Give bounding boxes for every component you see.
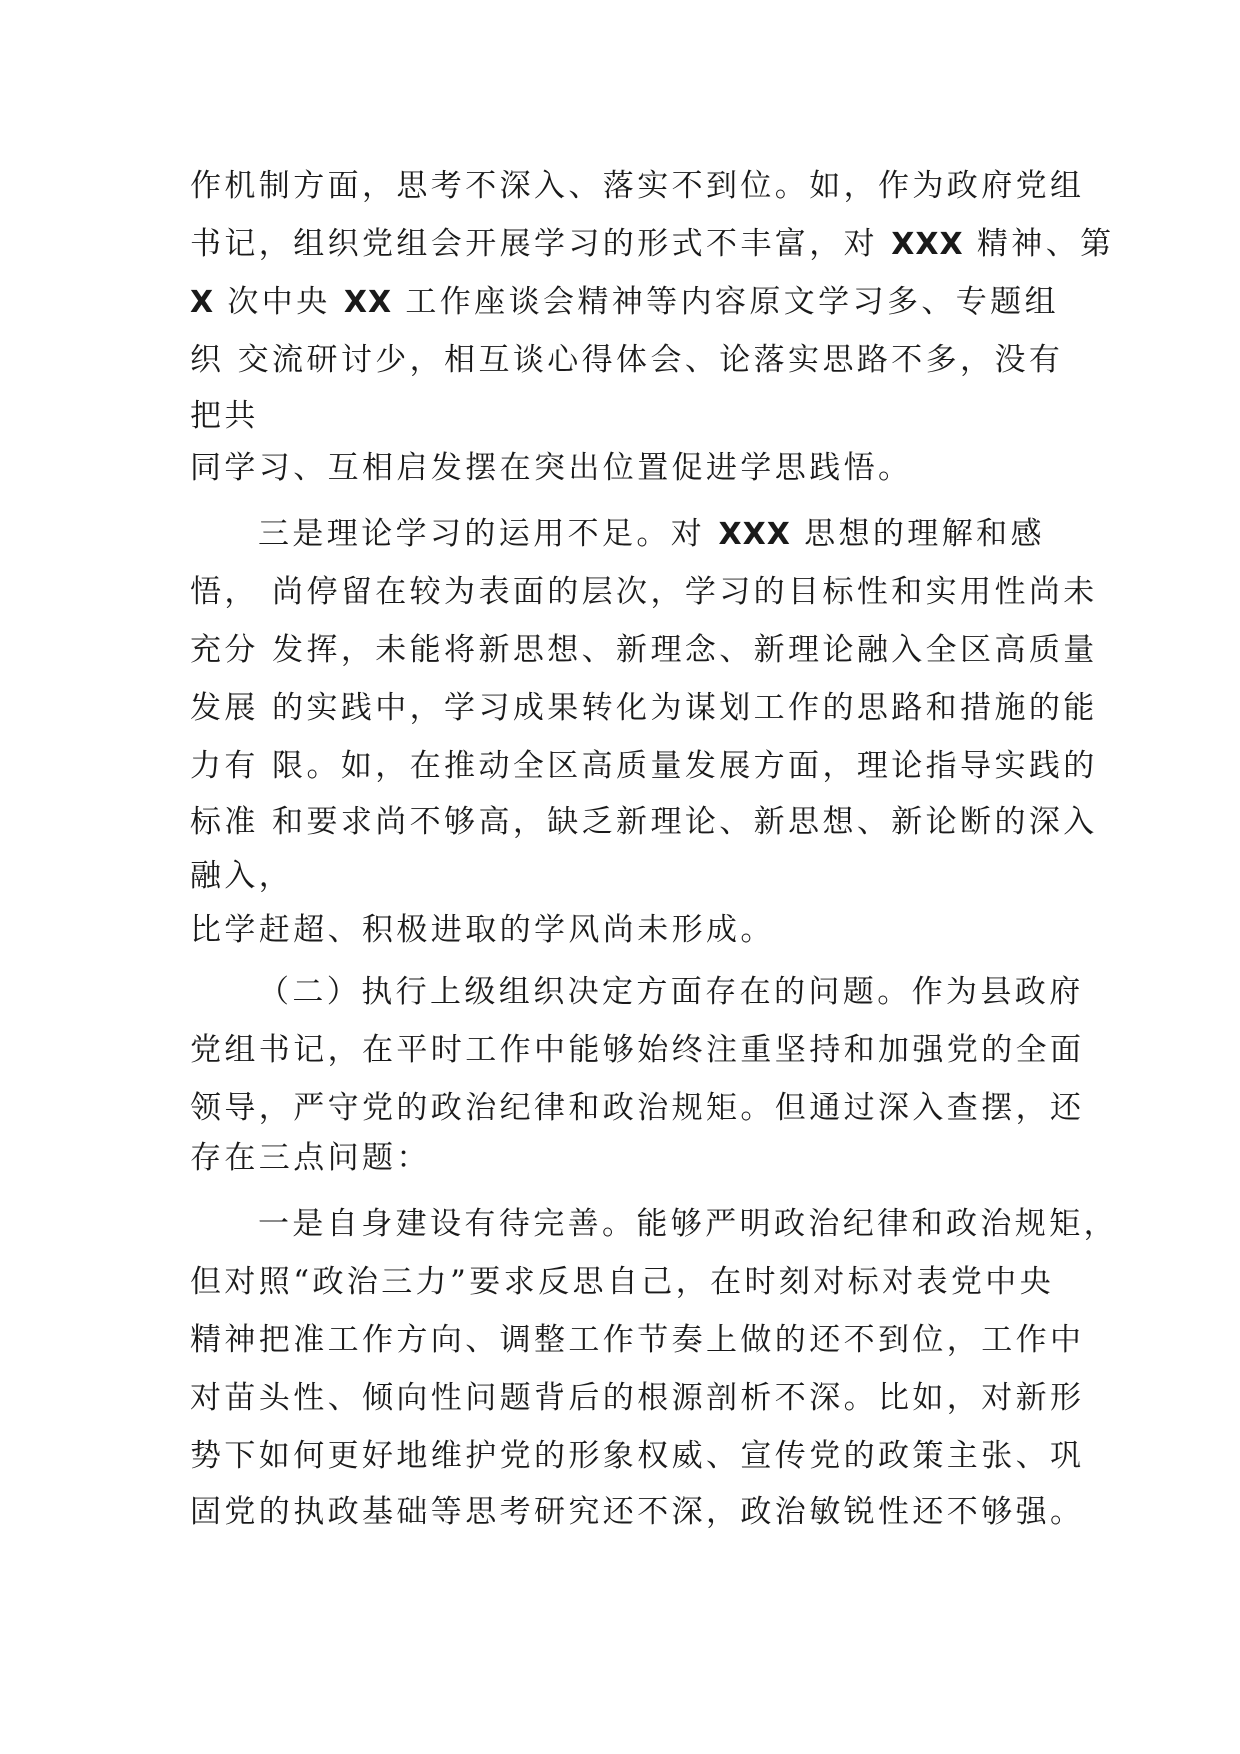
text-segment: 把共: [190, 398, 259, 434]
text-line: [190, 1490, 1085, 1534]
text-line: [190, 1028, 1085, 1072]
text-line: [190, 338, 1070, 382]
text-segment: 次中央: [214, 284, 344, 320]
text-segment: 比学赶超、积极进取的学风尚未形成。: [190, 912, 775, 948]
text-segment: 融入，: [190, 858, 294, 894]
text-line: [190, 1086, 1085, 1130]
placeholder-text: XXX: [718, 517, 791, 552]
text-line: [258, 1202, 1138, 1246]
text-segment: 充分 发挥，未能将新思想、新理念、新理论融入全区高质量: [190, 632, 1098, 668]
text-line: [190, 628, 1098, 672]
text-segment: 党组书记，在平时工作中能够始终注重坚持和加强党的全面: [190, 1032, 1085, 1068]
text-segment: 书记，组织党组会开展学习的形式不丰富，对: [190, 226, 892, 262]
placeholder-text: X: [190, 285, 215, 320]
text-segment: 势下如何更好地维护党的形象权威、宣传党的政策主张、巩: [190, 1438, 1085, 1474]
text-line: [190, 744, 1098, 788]
text-line: [258, 970, 1138, 1014]
text-line: [190, 570, 1098, 614]
text-segment: （二）执行上级组织决定方面存在的问题。作为县政府: [258, 974, 1084, 1010]
text-segment: 精神把准工作方向、调整工作节奏上做的还不到位，工作中: [190, 1322, 1085, 1358]
text-segment: 固党的执政基础等思考研究还不深，政治敏锐性还不够强。: [190, 1494, 1085, 1530]
text-line: [190, 446, 1070, 490]
text-segment: 但对照“政治三力”要求反思自己，在时刻对标对表党中央: [190, 1264, 1055, 1300]
text-segment: 对苗头性、倾向性问题背后的根源剖析不深。比如，对新形: [190, 1380, 1085, 1416]
text-segment: 思想的理解和感: [790, 516, 1045, 552]
text-line: [190, 1376, 1085, 1420]
text-line: [190, 908, 1070, 952]
text-segment: 工作座谈会精神等内容原文学习多、专题组: [392, 284, 1059, 320]
text-line: [190, 1434, 1085, 1478]
text-line: [190, 686, 1098, 730]
text-line: [190, 854, 1070, 898]
text-segment: 织 交流研讨少，相互谈心得体会、论落实思路不多，没有: [190, 342, 1064, 378]
text-segment: 一是自身建设有待完善。能够严明政治纪律和政治规矩，: [258, 1206, 1118, 1242]
text-line: [190, 222, 1115, 266]
text-line: [190, 1318, 1085, 1362]
placeholder-text: XX: [343, 285, 393, 320]
text-segment: 精神、第: [963, 226, 1115, 262]
text-segment: 存在三点问题：: [190, 1140, 431, 1176]
text-line: [190, 280, 1070, 324]
placeholder-text: XXX: [891, 227, 964, 262]
text-segment: 悟， 尚停留在较为表面的层次，学习的目标性和实用性尚未: [190, 574, 1098, 610]
text-segment: 同学习、互相启发摆在突出位置促进学思践悟。: [190, 450, 913, 486]
text-segment: 发展 的实践中，学习成果转化为谋划工作的思路和措施的能: [190, 690, 1098, 726]
text-segment: 力有 限。如，在推动全区高质量发展方面，理论指导实践的: [190, 748, 1098, 784]
text-line: [190, 800, 1098, 844]
text-line: [190, 394, 1070, 438]
text-line: [190, 1260, 1070, 1304]
text-line: [258, 512, 1138, 556]
text-line: [190, 1136, 1070, 1180]
text-segment: 领导，严守党的政治纪律和政治规矩。但通过深入查摆，还: [190, 1090, 1085, 1126]
text-line: [190, 164, 1085, 208]
text-segment: 标准 和要求尚不够高，缺乏新理论、新思想、新论断的深入: [190, 804, 1098, 840]
text-segment: 作机制方面，思考不深入、落实不到位。如，作为政府党组: [190, 168, 1085, 204]
text-segment: 三是理论学习的运用不足。对: [258, 516, 719, 552]
